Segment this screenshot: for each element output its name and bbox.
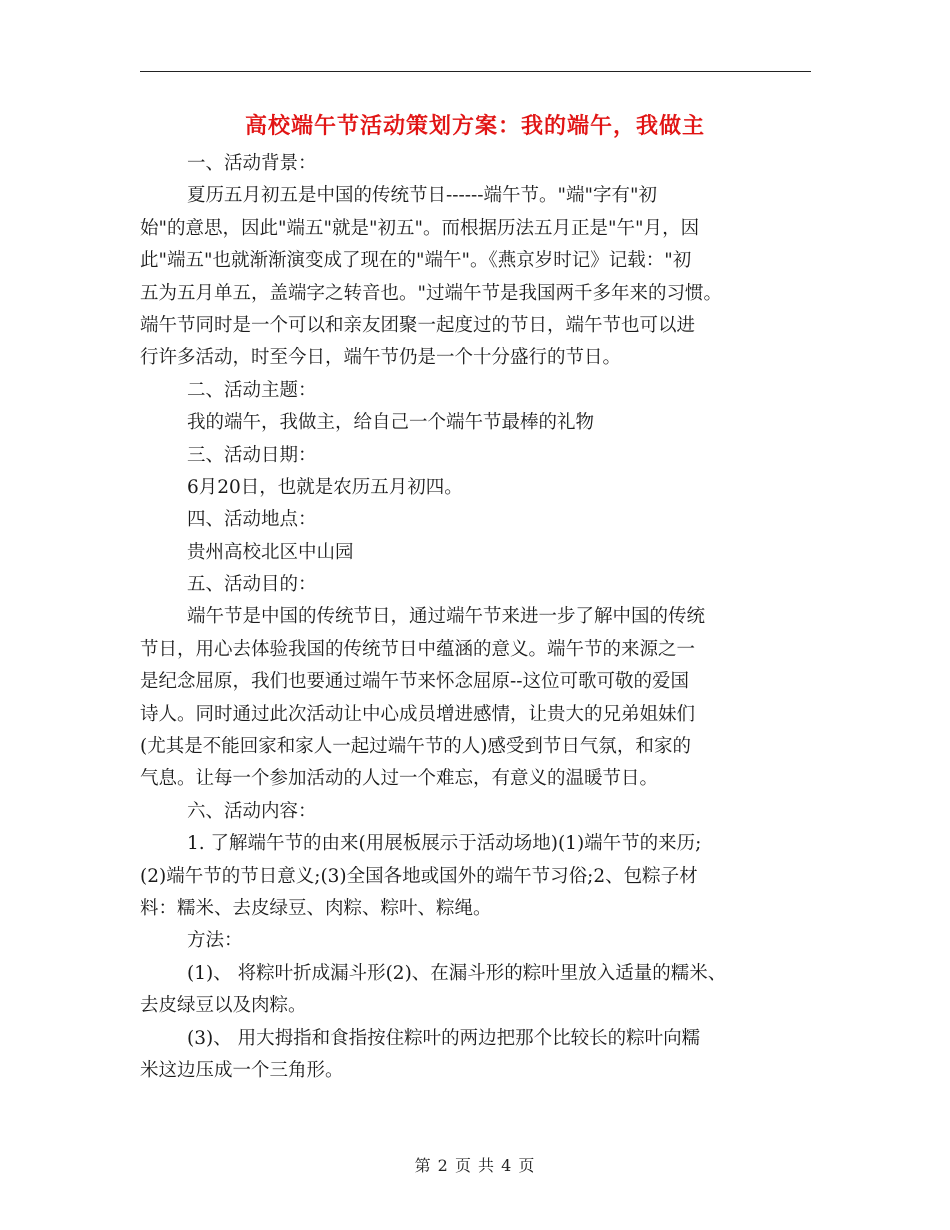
text-line: 气息。让每一个参加活动的人过一个难忘，有意义的温暖节日。 — [140, 768, 659, 790]
text-line: (3)、 用大拇指和食指按住粽叶的两边把那个比较长的粽叶向糯 — [187, 1027, 701, 1049]
page-number: 第 2 页 共 4 页 — [414, 1156, 536, 1175]
text-line: 是纪念屈原，我们也要通过端午节来怀念屈原--这位可歌可敬的爱国 — [140, 671, 690, 693]
text-line: 行许多活动，时至今日，端午节仍是一个十分盛行的节日。 — [140, 347, 622, 369]
text-line: (尤其是不能回家和家人一起过端午节的人)感受到节日气氛，和家的 — [140, 736, 691, 758]
text-line: 1. 了解端午节的由来(用展板展示于活动场地)(1)端午节的来历; — [187, 833, 702, 855]
text-line: 端午节同时是一个可以和亲友团聚一起度过的节日，端午节也可以进 — [140, 314, 696, 336]
header-rule — [140, 71, 811, 72]
text-line: 四、活动地点： — [187, 509, 317, 531]
text-line: 米这边压成一个三角形。 — [140, 1059, 344, 1081]
text-line: 二、活动主题： — [187, 379, 317, 401]
text-line: 三、活动日期： — [187, 444, 317, 466]
text-line: (1)、 将粽叶折成漏斗形(2)、在漏斗形的粽叶里放入适量的糯米、 — [187, 962, 727, 984]
text-line: 六、活动内容： — [187, 800, 317, 822]
text-line: 五、活动目的： — [187, 574, 317, 596]
text-line: 一、活动背景： — [187, 153, 317, 174]
document-title: 高校端午节活动策划方案：我的端午，我做主 — [244, 113, 705, 139]
text-line: 诗人。同时通过此次活动让中心成员增进感情，让贵大的兄弟姐妹们 — [140, 703, 696, 725]
text-line: 料：糯米、去皮绿豆、肉粽、粽叶、粽绳。 — [140, 897, 492, 919]
text-line: 端午节是中国的传统节日，通过端午节来进一步了解中国的传统 — [187, 606, 706, 628]
text-line: 贵州高校北区中山园 — [187, 541, 354, 563]
text-line: 我的端午，我做主，给自己一个端午节最棒的礼物 — [187, 412, 595, 434]
document-body — [140, 148, 830, 1087]
text-line: 此"端五"也就渐渐演变成了现在的"端午"。《燕京岁时记》记载："初 — [140, 250, 692, 272]
text-line: 去皮绿豆以及肉粽。 — [140, 995, 307, 1017]
text-line: 五为五月单五，盖端字之转音也。"过端午节是我国两千多年来的习惯。 — [140, 282, 723, 304]
text-line: 6月20日，也就是农历五月初四。 — [187, 476, 463, 498]
text-line: 方法： — [187, 930, 243, 952]
text-line: (2)端午节的节日意义;(3)全国各地或国外的端午节习俗;2、包粽子材 — [140, 865, 698, 887]
text-line: 节日，用心去体验我国的传统节日中蕴涵的意义。端午节的来源之一 — [140, 638, 696, 660]
text-line: 夏历五月初五是中国的传统节日------端午节。"端"字有"初 — [187, 185, 658, 207]
text-line: 始"的意思，因此"端五"就是"初五"。而根据历法五月正是"午"月，因 — [140, 217, 700, 239]
